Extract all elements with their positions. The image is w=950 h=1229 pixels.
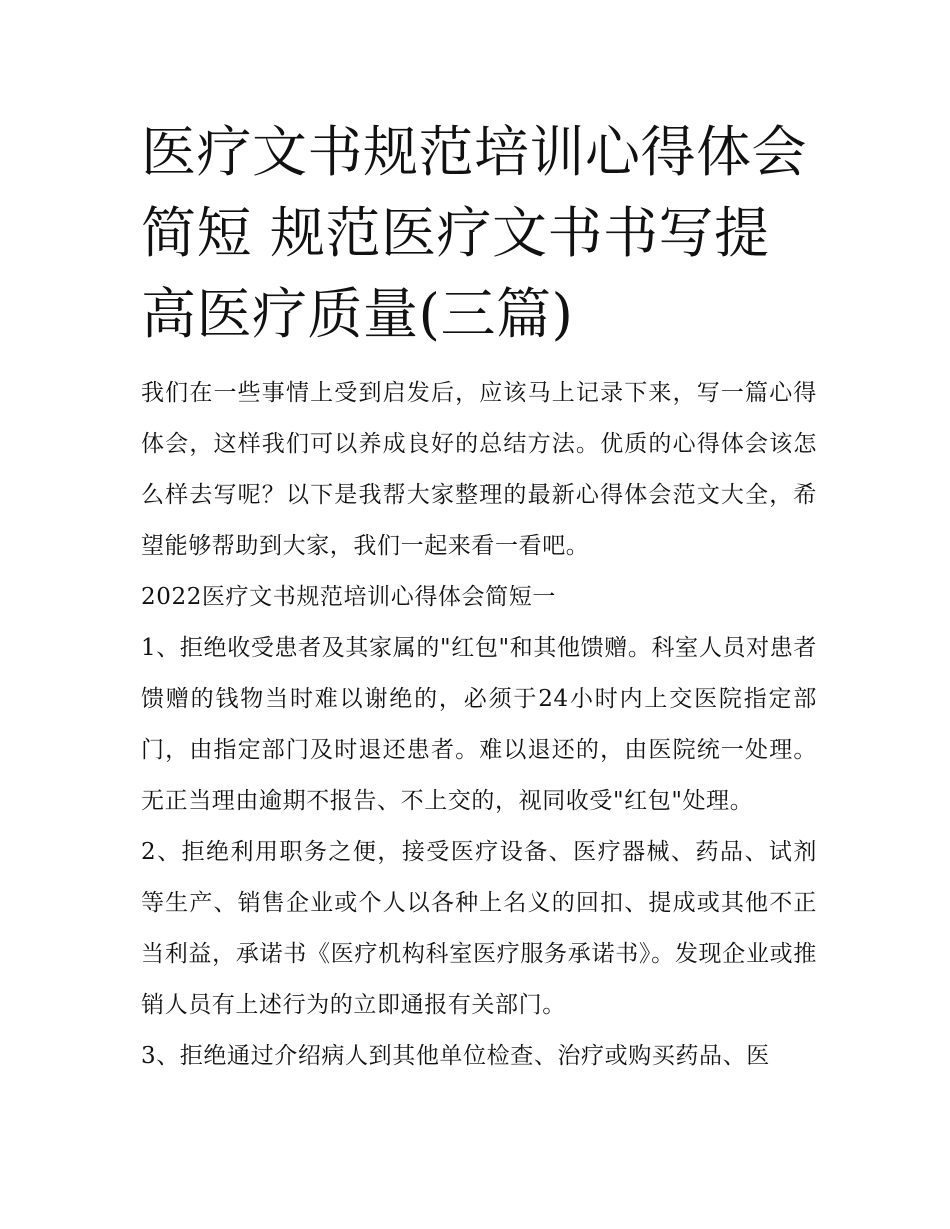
list-item-3: 3、拒绝通过介绍病人到其他单位检查、治疗或购买药品、医 [141, 1043, 770, 1069]
document-body [141, 368, 817, 1082]
document-page [141, 112, 817, 1082]
document-title: 医疗文书规范培训心得体会简短 规范医疗文书书写提高医疗质量(三篇) [141, 120, 808, 346]
list-item-2: 2、拒绝利用职务之便，接受医疗设备、医疗器械、药品、试剂等生产、销售企业或个人以各种上名义的回扣、提成或其他不正当利益，承诺书《医疗机构科室医疗服务承诺书》。发现企业或推销人员有上述行为的立即通报有关部门。 [141, 839, 817, 1018]
section-heading: 2022医疗文书规范培训心得体会简短一 [141, 584, 556, 610]
list-item-1: 1、拒绝收受患者及其家属的"红包"和其他馈赠。科室人员对患者馈赠的钱物当时难以谢绝的，必须于24小时内上交医院指定部门，由指定部门及时退还患者。难以退还的，由医院统一处理。无正当理由逾期不报告、不上交的，视同收受"红包"处理。 [141, 635, 817, 814]
intro-paragraph: 我们在一些事情上受到启发后，应该马上记录下来，写一篇心得体会，这样我们可以养成良好的总结方法。优质的心得体会该怎么样去写呢？以下是我帮大家整理的最新心得体会范文大全，希望能够帮助到大家，我们一起来看一看吧。 [141, 380, 817, 559]
